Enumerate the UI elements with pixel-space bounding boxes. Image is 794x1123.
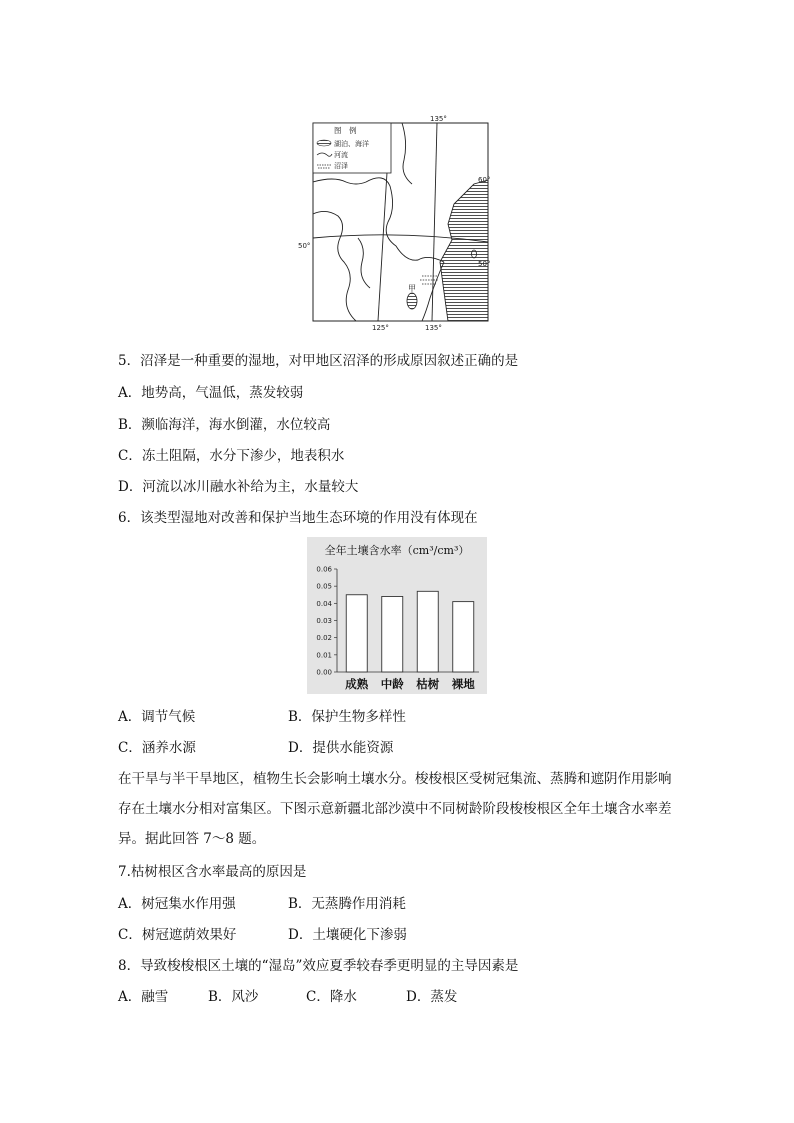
lat-label-50-right: 50° (478, 260, 491, 268)
q7-option-b: B．无蒸腾作用消耗 (288, 896, 406, 912)
q7-option-d: D．土壤硬化下渗弱 (288, 927, 407, 943)
wetland-map (298, 112, 494, 334)
map-legend (313, 123, 391, 173)
lat-label-50-left: 50° (298, 242, 311, 250)
y-tick-label: 0.00 (316, 668, 332, 677)
legend-item-swamp: 沼泽 (334, 162, 348, 170)
lon-label-125: 125° (372, 324, 389, 332)
y-tick-label: 0.02 (316, 634, 332, 643)
q8-option-b: B．风沙 (208, 989, 259, 1005)
q6-option-c: C．涵养水源 (118, 740, 196, 756)
lake-legend-icon (317, 140, 331, 146)
q5-option-d: D．河流以冰川融水补给为主，水量较大 (118, 479, 359, 495)
chart-title: 全年土壤含水率（cm³/cm³） (324, 544, 470, 557)
q8-stem: 8．导致梭梭根区土壤的“湿岛”效应夏季较春季更明显的主导因素是 (118, 958, 519, 974)
legend-item-river: 河流 (334, 151, 348, 159)
x-category-label: 中龄 (380, 677, 404, 691)
lat-label-60: 60° (478, 176, 491, 184)
lon-label-135-top: 135° (430, 115, 447, 123)
bar-中龄 (382, 596, 403, 672)
x-category-label: 枯树 (416, 677, 440, 691)
q6-option-d: D．提供水能资源 (288, 740, 394, 756)
q5-option-b: B．濒临海洋，海水倒灌，水位较高 (118, 417, 331, 433)
x-category-label: 裸地 (451, 677, 475, 691)
q5-stem: 5．沼泽是一种重要的湿地，对甲地区沼泽的形成原因叙述正确的是 (118, 353, 519, 369)
legend-title: 图 例 (334, 126, 357, 135)
q5-option-c: C．冻土阻隔，水分下渗少，地表积水 (118, 448, 345, 464)
y-tick-label: 0.05 (316, 582, 332, 591)
lake-jia (407, 293, 417, 309)
passage-text: 在干旱与半干旱地区，植物生长会影响土壤水分。梭梭根区受树冠集流、蒸腾和遮阴作用影响存在土壤水分相对富集区。下图示意新疆北部沙漠中不同树龄阶段梭梭根区全年土壤含水率差异。据此回答 7～8 题。 (118, 771, 672, 847)
q6-option-b: B．保护生物多样性 (288, 709, 406, 725)
x-category-label: 成熟 (345, 677, 369, 691)
bar-成熟 (346, 595, 367, 672)
q7-option-a: A．树冠集水作用强 (118, 896, 236, 912)
y-tick-label: 0.03 (316, 617, 332, 625)
q5-option-a: A．地势高，气温低，蒸发较弱 (118, 385, 304, 401)
bar-枯树 (417, 591, 438, 672)
q8-option-c: C．降水 (306, 989, 357, 1005)
q6-stem: 6．该类型湿地对改善和保护当地生态环境的作用没有体现在 (118, 510, 478, 526)
q8-option-d: D．蒸发 (406, 989, 458, 1005)
q6-option-a: A．调节气候 (118, 709, 196, 725)
marker-jia: 甲 (408, 284, 416, 293)
y-tick-label: 0.06 (316, 565, 332, 574)
lon-label-135-bottom: 135° (425, 324, 442, 332)
soil-moisture-bar-chart (307, 537, 487, 694)
y-tick-label: 0.04 (316, 599, 332, 608)
bar-裸地 (453, 602, 474, 672)
legend-item-lake: 湖泊、海洋 (334, 140, 369, 148)
y-tick-label: 0.01 (316, 651, 332, 660)
q8-option-a: A．融雪 (118, 989, 169, 1005)
q7-stem: 7.枯树根区含水率最高的原因是 (118, 864, 307, 880)
q7-option-c: C．树冠遮荫效果好 (118, 927, 237, 943)
